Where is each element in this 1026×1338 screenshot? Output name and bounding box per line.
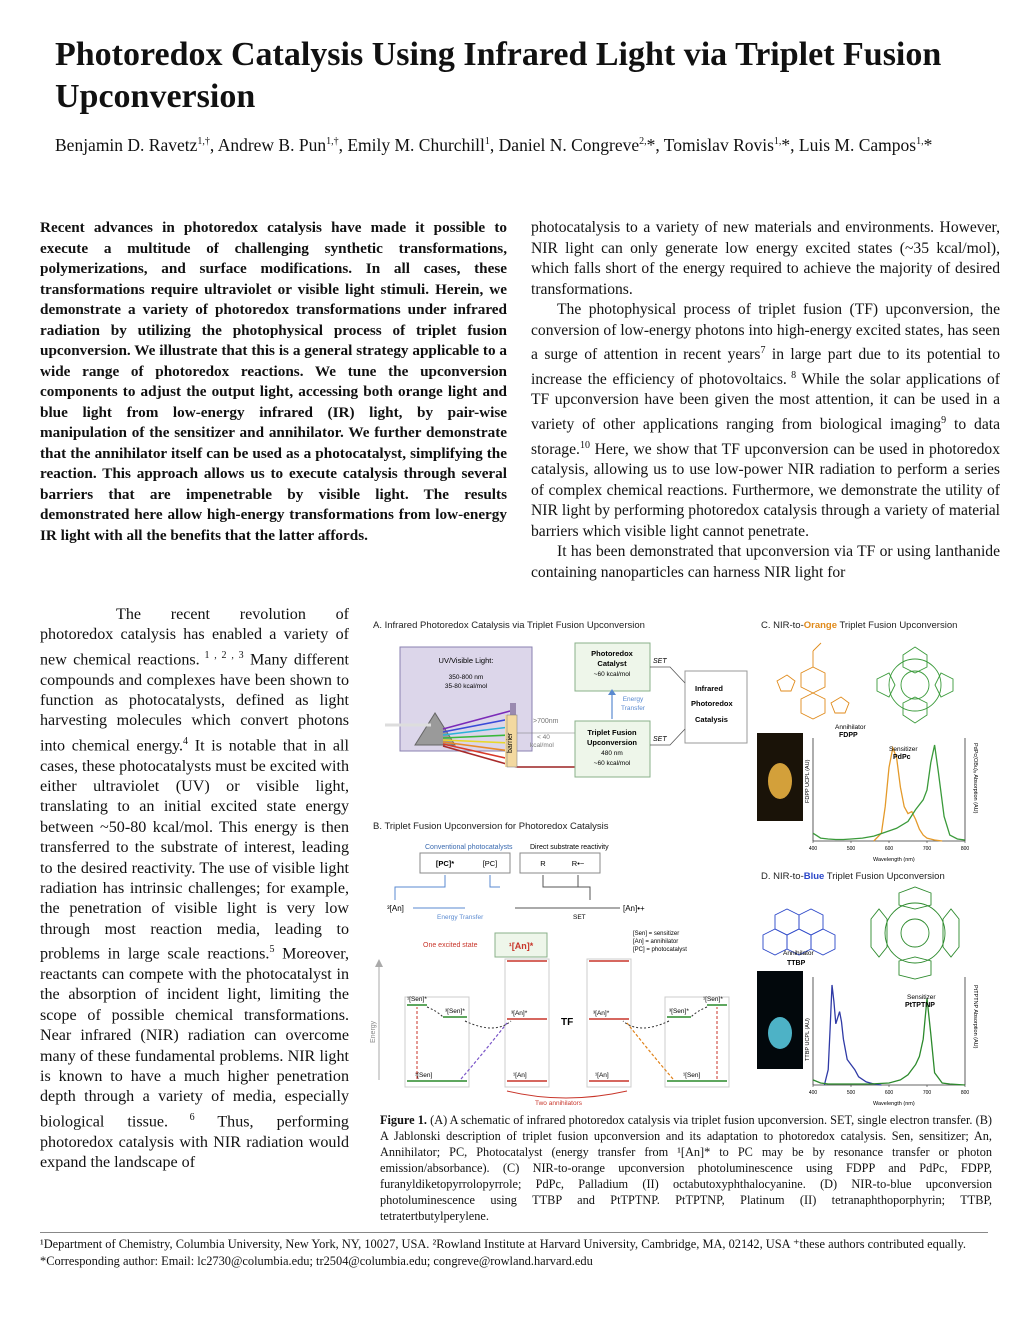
svg-text:³[An]: ³[An] xyxy=(387,904,404,913)
svg-text:>700nm: >700nm xyxy=(533,718,559,725)
panel-b-jablonski xyxy=(365,835,755,1107)
series-line xyxy=(813,998,965,1085)
svg-text:TTBP UCPL (AU): TTBP UCPL (AU) xyxy=(805,1018,811,1061)
x-tick-label: 500 xyxy=(846,846,856,852)
paper-title: Photoredox Catalysis Using Infrared Light via Triplet Fusion Upconversion xyxy=(55,36,942,115)
svg-text:PdPc(OBu)₈ Absorption (AU): PdPc(OBu)₈ Absorption (AU) xyxy=(972,743,978,814)
svg-text:³[An]*: ³[An]* xyxy=(511,1010,528,1017)
svg-text:¹[Sen]*: ¹[Sen]* xyxy=(407,996,427,1003)
panel-d xyxy=(755,883,987,1113)
author-name: , Emily M. Churchill xyxy=(338,134,485,155)
svg-text:PdPc: PdPc xyxy=(893,754,911,761)
svg-text:kcal/mol: kcal/mol xyxy=(530,742,554,749)
svg-text:Annihilator: Annihilator xyxy=(835,724,866,731)
svg-text:FDPP UCPL (AU): FDPP UCPL (AU) xyxy=(805,759,811,803)
author-name: , Andrew B. Pun xyxy=(209,134,327,155)
svg-text:Annihilator: Annihilator xyxy=(783,950,814,957)
svg-text:SET: SET xyxy=(653,658,667,665)
x-tick-label: 800 xyxy=(960,1090,970,1096)
svg-text:Conventional photocatalysts: Conventional photocatalysts xyxy=(425,844,513,851)
svg-text:Upconversion: Upconversion xyxy=(586,738,638,747)
svg-text:FDPP: FDPP xyxy=(839,732,858,739)
svg-text:480 nm: 480 nm xyxy=(601,750,623,757)
barrier-label: barrier xyxy=(507,732,514,753)
panel-c-title: C. NIR-to-Orange Triplet Fusion Upconversion xyxy=(761,620,958,631)
svg-text:R•−: R•− xyxy=(571,859,585,868)
author-name: , Tomislav Rovis xyxy=(655,134,774,155)
x-tick-label: 700 xyxy=(922,1090,932,1096)
series-line xyxy=(824,985,881,1085)
svg-text:One excited state: One excited state xyxy=(423,942,478,949)
series-line xyxy=(874,748,942,841)
author-name: Benjamin D. Ravetz xyxy=(55,134,198,155)
series-line xyxy=(813,745,965,840)
svg-text:[An]•+: [An]•+ xyxy=(623,904,645,913)
svg-text:Photoredox: Photoredox xyxy=(591,649,633,658)
caption-label: Figure 1. xyxy=(380,1113,427,1127)
panel-b-title: B. Triplet Fusion Upconversion for Photoredox Catalysis xyxy=(373,821,609,832)
svg-text:35-80 kcal/mol: 35-80 kcal/mol xyxy=(444,683,488,690)
svg-text:R: R xyxy=(540,859,546,868)
svg-text:[Sen] = sensitizer: [Sen] = sensitizer xyxy=(633,931,680,937)
svg-text:~60 kcal/mol: ~60 kcal/mol xyxy=(593,671,631,678)
paragraph: The recent revolution of photoredox catalysis has enabled a variety of new chemical reactions. $^{1 , 2 , 3}$ Many different compounds and complexes have been shown to function as photocatalysts, defined as light harvesting molecules which convert photons into chemical energy.$^4$ It is notable that in all cases, these photocatalysts must be excited with either ultraviolet (UV) or visible light, translating to an initial excited state energy between ~50-80 kcal/mol. This energy is then transferred to the substrate of interest, leading to the desired reactivity. The use of visible light radiation has intrinsic challenges; for example, the penetration of visible light is very low through most reaction media, leading to problems in large scale reactions.$^5$ Moreover, reactants can compete with the photocatalyst in the absorption of incident light, limiting the scope of possible chemical transformations. Near infrared (NIR) radiation can overcome many of these fundamental problems. NIR light is known to have a much higher penetration depth through a variety of media, especially biological tissue. $^6$ Thus, performing photoredox catalysis with NIR radiation would expand the landscape of xyxy=(40,606,350,1171)
x-tick-label: 800 xyxy=(960,846,970,852)
paragraph: The photophysical process of triplet fusion (TF) upconversion, the conversion of low-energy photons into high-energy excited states, has seen a surge of attention in recent years$^7$ in large part due to its potential to increase the efficiency of photovoltaics. $^8$ While the solar applications of TF upconversion have been given the most attention, it can be used in a variety of other applications ranging from biological imaging$^9$ to data storage.$^{10}$ Here, we show that TF upconversion can be used in photoredox catalysis, allowing us to use low-power NIR radiation to perform a series of complex chemical reactions. Furthermore, we demonstrate the utility of NIR light by performing photoredox catalysis through a variety of material barriers which visible light cannot penetrate. xyxy=(531,301,1000,540)
author-name: , Luis M. Campos xyxy=(790,134,917,155)
ttbp-structure xyxy=(763,909,835,955)
svg-text:Catalyst: Catalyst xyxy=(597,659,627,668)
footnote: ¹Department of Chemistry, Columbia University, New York, NY, 10027, USA. ²Rowland Institute at Harvard University, Cambridge, MA, 02142, USA ⁺these authors contributed equally. *Corresponding author: Email: lc2730@columbia.edu; tr2504@columbia.edu; congreve@rowland.harvard.edu xyxy=(40,1237,966,1268)
paragraph: It has been demonstrated that upconversion via TF or using lanthanide containing nanoparticles can harness NIR light for xyxy=(531,543,1000,581)
svg-text:³[Sen]*: ³[Sen]* xyxy=(445,1008,465,1015)
svg-text:SET: SET xyxy=(653,736,667,743)
svg-text:Wavelength (nm): Wavelength (nm) xyxy=(873,1101,915,1107)
panel-d-title: D. NIR-to-Blue Triplet Fusion Upconversion xyxy=(761,871,945,882)
author-name: , Daniel N. Congreve xyxy=(489,134,640,155)
svg-text:Catalysis: Catalysis xyxy=(695,715,728,724)
left-column xyxy=(40,605,349,1173)
svg-text:[PC] = photocatalyst: [PC] = photocatalyst xyxy=(633,947,687,953)
ptpnp-structure xyxy=(871,887,959,979)
svg-text:PtTPTNP: PtTPTNP xyxy=(905,1002,935,1009)
svg-text:Energy Transfer: Energy Transfer xyxy=(437,914,484,921)
svg-text:Sensitizer: Sensitizer xyxy=(889,746,918,753)
author-list: Benjamin D. Ravetz$^{1,\dagger}$, Andrew B. Pun$^{1,\dagger}$, Emily M. Churchill$^1$, Daniel N. Congreve$^{2,}$*, Tomislav Rovis$^{1,}$*, Luis M. Campos$^{1,}$* xyxy=(55,134,933,155)
caption-text: (A) A schematic of infrared photoredox catalysis via triplet fusion upconversion. SET, single electron transfer. (B) A Jablonski description of triplet fusion upconversion and its adaptation to photoredox catalysis. Sen, sensitizer; An, Annihilator; PC, Photocatalyst (energy transfer from ¹[An]* to PC may be by resonance transfer or photon emission/absorbance). (C) NIR-to-orange upconversion photoluminescence using FDPP and PdPc, FDPP, furanyldiketopyrrolopyrrole; PdPc, Palladium (II) octabutoxyphthalocyanine. (D) NIR-to-blue upconversion photoluminescence using TTBP and PtTPTNP. PtTPTNP, Platinum (II) tetranaphthoporphyrin; TTBP, tetratertbutylperylene. xyxy=(380,1113,993,1223)
paragraph: photocatalysis to a variety of new materials and environments. However, NIR light can only generate low energy excited states (~35 kcal/mol), which falls short of the energy required to achieve the majority of desired transformations. xyxy=(531,219,1000,298)
svg-text:< 40: < 40 xyxy=(537,734,550,741)
svg-text:¹[Sen]: ¹[Sen] xyxy=(415,1072,433,1079)
footnote-divider xyxy=(40,1232,988,1233)
svg-text:SET: SET xyxy=(573,914,586,921)
svg-text:Sensitizer: Sensitizer xyxy=(907,994,936,1001)
svg-text:PtTPTNP Absorption (AU): PtTPTNP Absorption (AU) xyxy=(972,985,978,1049)
x-tick-label: 700 xyxy=(922,846,932,852)
figure-caption xyxy=(380,1112,992,1224)
pdpc-structure xyxy=(877,647,953,723)
svg-text:Photoredox: Photoredox xyxy=(691,699,733,708)
svg-text:350-800 nm: 350-800 nm xyxy=(448,674,484,681)
x-tick-label: 600 xyxy=(884,846,894,852)
svg-text:Energy: Energy xyxy=(622,696,644,703)
svg-text:Direct substrate reactivity: Direct substrate reactivity xyxy=(530,844,609,851)
abstract xyxy=(40,218,507,546)
svg-text:³[Sen]*: ³[Sen]* xyxy=(669,1008,689,1015)
svg-text:Infrared: Infrared xyxy=(695,684,723,693)
svg-text:³[An]*: ³[An]* xyxy=(593,1010,610,1017)
svg-text:Transfer: Transfer xyxy=(621,705,645,712)
svg-text:[PC]*: [PC]* xyxy=(435,859,455,868)
panel-a-schematic xyxy=(365,633,755,793)
abstract-text: Recent advances in photoredox catalysis have made it possible to execute a multitude of challenging synthetic transformations, polymerizations, and surface modifications. In all cases, these transformations require ultraviolet or visible light stimuli. Herein, we demonstrate a variety of photoredox transformations under infrared radiation by utilizing the photophysical process of triplet fusion upconversion. We illustrate that this is a general strategy applicable to a wide range of photoredox reactions. We tune the upconversion components to adjust the output light, accessing both orange light and blue light from low-energy infrared (IR) light, by pair-wise manipulation of the sensitizer and annihilator. We further demonstrate that the annihilator itself can be used as a photocatalyst, simplifying the reaction. This approach allows us to execute catalysis through several barriers that are impenetrable by visible light. The results demonstrated here allow high-energy transformations from low-energy IR light with all the benefits that the latter affords. xyxy=(40,219,507,544)
svg-text:¹[Sen]: ¹[Sen] xyxy=(683,1072,701,1079)
x-tick-label: 500 xyxy=(846,1090,856,1096)
x-tick-label: 400 xyxy=(808,1090,818,1096)
panel-c xyxy=(755,633,987,865)
figure-1 xyxy=(365,613,987,1113)
svg-text:Two annihilators: Two annihilators xyxy=(535,1100,582,1107)
x-tick-label: 400 xyxy=(808,846,818,852)
svg-text:Triplet Fusion: Triplet Fusion xyxy=(587,728,637,737)
svg-text:¹[An]: ¹[An] xyxy=(595,1072,609,1079)
svg-text:¹[An]: ¹[An] xyxy=(513,1072,527,1079)
svg-text:TTBP: TTBP xyxy=(787,960,806,967)
svg-text:TF: TF xyxy=(561,1017,574,1028)
svg-text:[PC]: [PC] xyxy=(482,859,498,868)
panel-a-title: A. Infrared Photoredox Catalysis via Triplet Fusion Upconversion xyxy=(373,620,645,631)
right-column xyxy=(531,218,1000,583)
svg-text:¹[Sen]*: ¹[Sen]* xyxy=(703,996,723,1003)
x-tick-label: 600 xyxy=(884,1090,894,1096)
svg-text:[An] = annihilator: [An] = annihilator xyxy=(633,939,679,945)
svg-text:Wavelength (nm): Wavelength (nm) xyxy=(873,857,915,863)
svg-text:¹[An]*: ¹[An]* xyxy=(508,941,534,951)
uv-label: UV/Visible Light: xyxy=(438,656,494,665)
svg-text:Energy: Energy xyxy=(370,1020,377,1043)
fdpp-structure xyxy=(777,643,849,719)
svg-text:~60 kcal/mol: ~60 kcal/mol xyxy=(593,760,631,767)
